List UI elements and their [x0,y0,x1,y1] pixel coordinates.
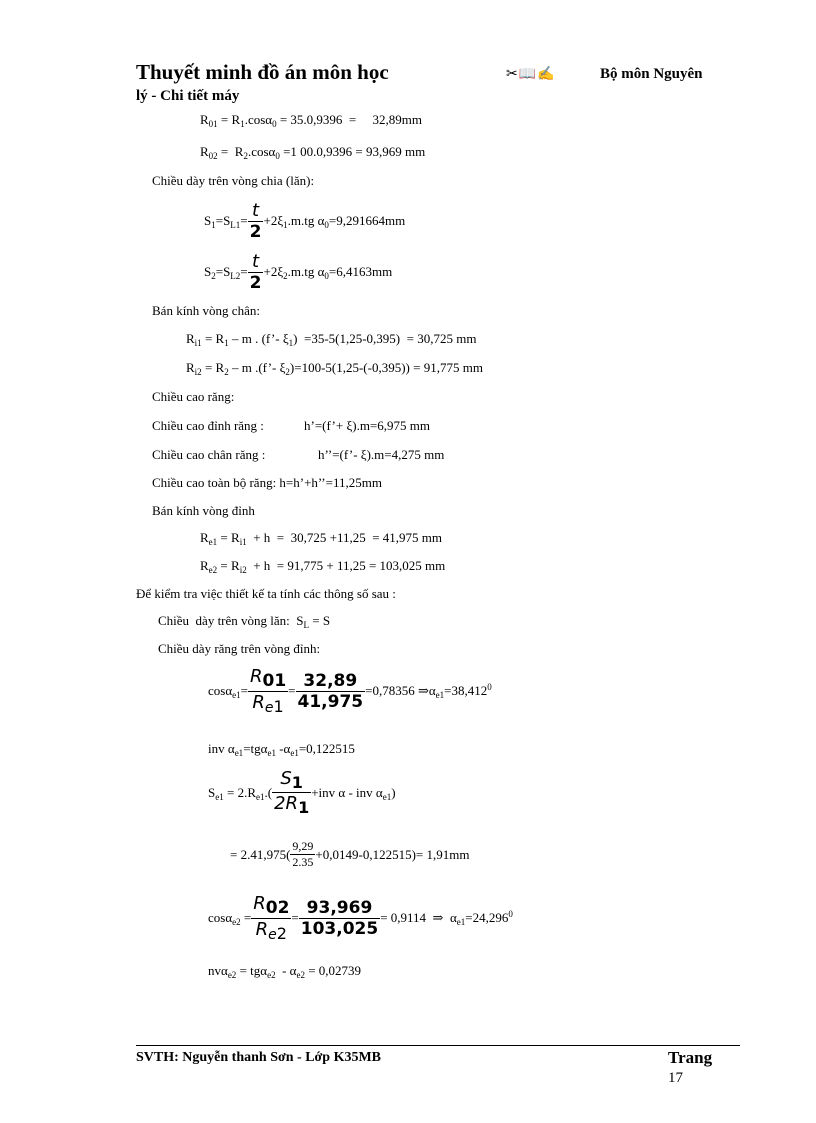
formula-ri2: $R_{i2} = R_2 - m$ .(f’- $\xi_2)=100-5(1,25-(-0,395)) = 91,775$ mm [186,360,483,377]
book-icon: ✂📖✍ [506,67,556,82]
formula-inv-e1: inv $\alpha_{e1}=tg\alpha_{e1}$ $-\alpha_{e1}=0,122515$ [208,741,355,758]
formula-se1-value: = 2.41,975( $\frac{9,29}{2.35}$ +0,0149-0,122515)= 1,91mm [230,839,470,869]
formula-cos-e1: cosα$_{e1}$= $\frac{R01}{R_e1}$ = $\frac{32,89}{41,975}$ =0,78356 $\Rightarrow\alpha_{e1}=38,412^0$ [208,666,492,716]
heading-root-radius: Bán kính vòng chân: [152,303,260,318]
value-dedendum: h’’=(f’- ξ).m=4,275 mm [318,447,445,462]
heading-check: Để kiểm tra việc thiết kế ta tính các thông số sau : [136,586,396,601]
formula-r01: $R_{01} = R_1.\cos\alpha_0 = 35.0,9396$ = 32,89mm [200,112,422,129]
pitch-thickness: Chiều dày trên vòng lăn: $S_L = S$ [158,613,331,630]
formula-cos-e2: cosα$_{e2}$ = $\frac{R02}{R_e2}$ = $\frac{93,969}{103,025}$ = 0,9114 ⇒ $\alpha_{e1}=24,296^0$ [208,893,513,943]
heading-tooth-height: Chiều cao răng: [152,389,235,404]
footer-author: SVTH: Nguyễn thanh Sơn - Lớp K35MB [136,1050,382,1065]
formula-s1: $S_1=S_{L1}=$ $\frac{t}{2}$ $+2\xi_1.m.tg$ $\alpha_0=9,291664mm$ [204,200,406,242]
formula-re1: $R_{e1} = R_{i1} + h = 30,725 +11,25 = 41,975$ mm [200,530,443,547]
department-name-cont: lý - Chi tiết máy [136,88,240,104]
label-addendum: Chiều cao đỉnh răng : [152,418,264,433]
page-title: Thuyết minh đồ án môn học [136,60,389,84]
department-name: Bộ môn Nguyên [600,66,703,82]
value-addendum: h’=(f’+ ξ).m=6,975 mm [304,418,430,433]
formula-s2: $S_2=S_{L2}=$ $\frac{t}{2}$ $+2\xi_2.m.tg$ $\alpha_0=6,4163mm$ [204,251,393,293]
formula-ri1: $R_{i1} = R_1 - m$ . (f’- $\xi_1) =35-5(1,25-0,395) = 30,725$ mm [186,331,477,348]
formula-se1: $S_{e1} = 2.R_{e1}$.( $\frac{S1}{2R1}$ +inv α - inv $\alpha_{e1}$) [208,768,396,817]
heading-thickness: Chiều dày trên vòng chia (lăn): [152,173,315,188]
heading-tip-thickness: Chiều dày răng trên vòng đỉnh: [158,641,321,656]
formula-r02: $R_{02} = R_2.\cos\alpha_0 =1$ 00.0,9396 = 93,969 mm [200,144,426,161]
label-dedendum: Chiều cao chân răng : [152,447,266,462]
footer-page-number: 17 [668,1070,683,1086]
heading-tip-radius: Bán kính vòng đỉnh [152,503,255,518]
formula-inv-e2: $nv\alpha_{e2} = tg\alpha_{e2} - \alpha_{e2} = 0,02739$ [208,963,362,980]
footer-divider [136,1045,740,1046]
formula-re2: $R_{e2} = R_{i2} + h = 91,775 + 11,25 = 103,025$ mm [200,558,446,575]
total-height: Chiều cao toàn bộ răng: h=h’+h’’=11,25mm [152,475,382,490]
footer-page-label: Trang [668,1048,713,1067]
